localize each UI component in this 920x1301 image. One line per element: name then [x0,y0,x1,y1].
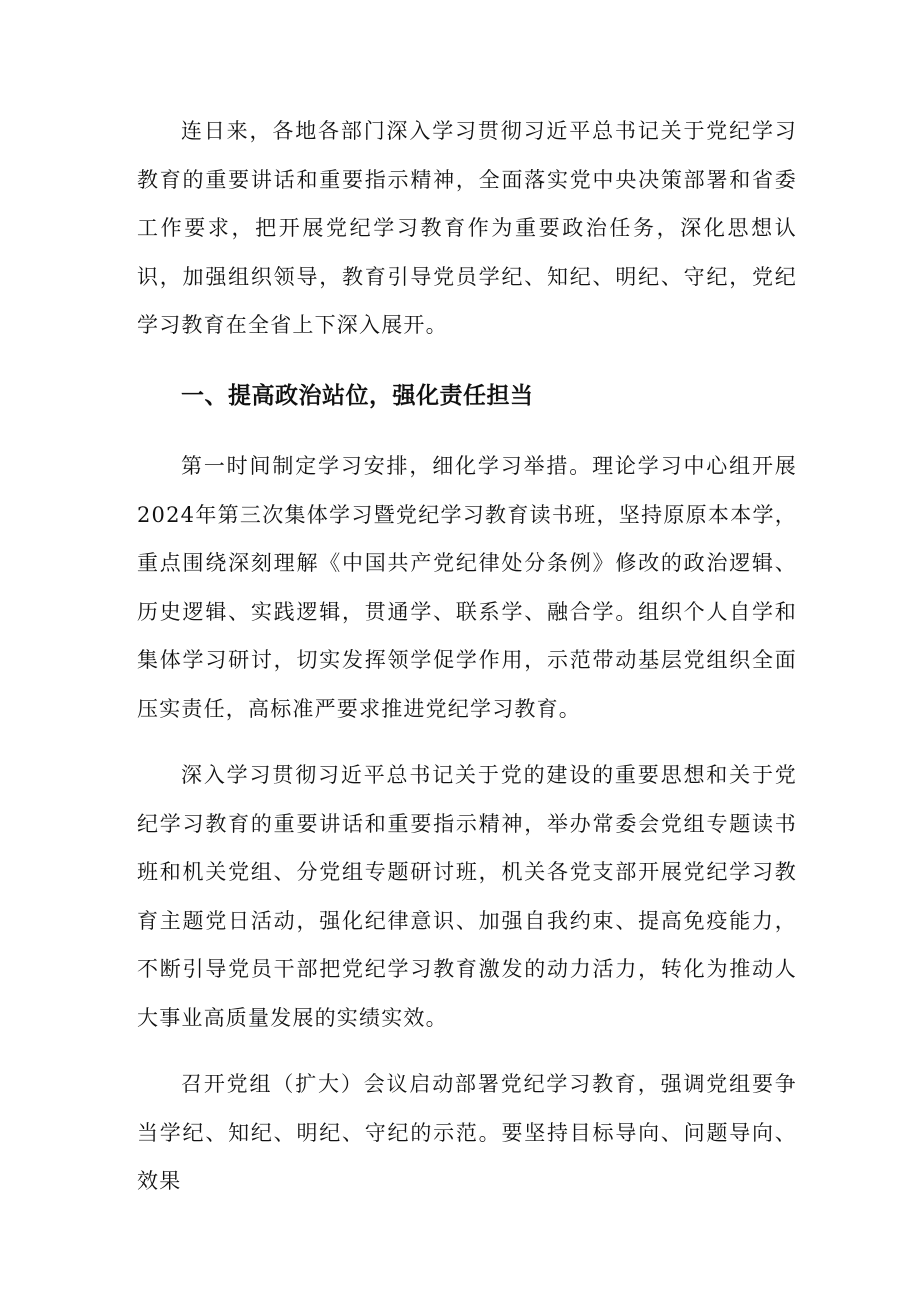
body-paragraph-1: 第一时间制定学习安排，细化学习举措。理论学习中心组开展2024年第三次集体学习暨党纪学习教育读书班，坚持原原本本学，重点围绕深刻理解《中国共产党纪律处分条例》修改的政治逻辑、历史逻辑、实践逻辑，贯通学、联系学、融合学。组织个人自学和集体学习研讨，切实发挥领学促学作用，示范带动基层党组织全面压实责任，高标准严要求推进党纪学习教育。 [137,454,797,721]
intro-paragraph: 连日来，各地各部门深入学习贯彻习近平总书记关于党纪学习教育的重要讲话和重要指示精神，全面落实党中央决策部署和省委工作要求，把开展党纪学习教育作为重要政治任务，深化思想认识，加强组织领导，教育引导党员学纪、知纪、明纪、守纪，党纪学习教育在全省上下深入展开。 [137,119,797,337]
body-paragraph-2: 深入学习贯彻习近平总书记关于党的建设的重要思想和关于党纪学习教育的重要讲话和重要指示精神，举办常委会党组专题读书班和机关党组、分党组专题研讨班，机关各党支部开展党纪学习教育主题党日活动，强化纪律意识、加强自我约束、提高免疫能力，不断引导党员干部把党纪学习教育激发的动力活力，转化为推动人大事业高质量发展的实绩实效。 [137,763,797,1030]
section-heading: 一、提高政治站位，强化责任担当 [181,383,534,409]
body-paragraph-3: 召开党组（扩大）会议启动部署党纪学习教育，强调党组要争当学纪、知纪、明纪、守纪的示范。要坚持目标导向、问题导向、效果 [137,1072,797,1193]
